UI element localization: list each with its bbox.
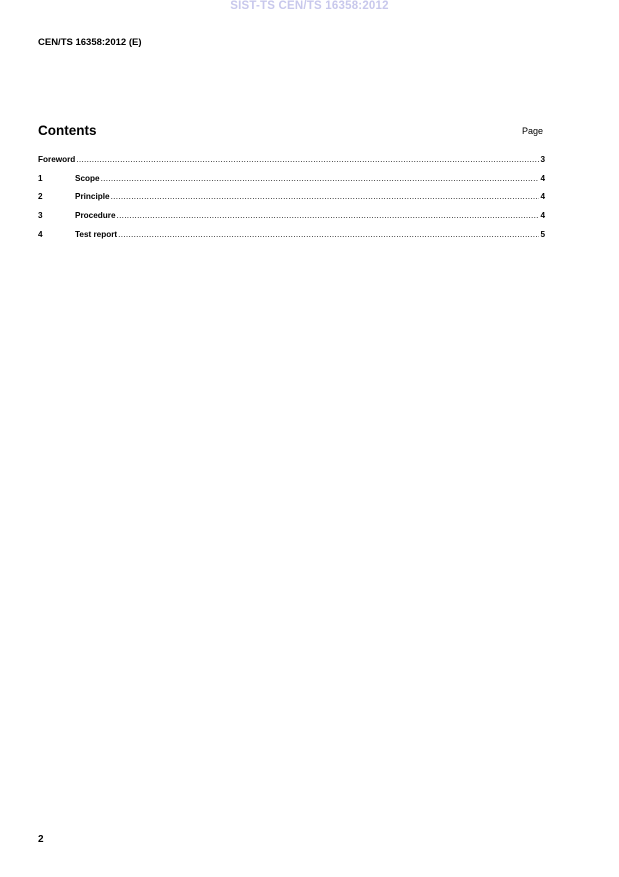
table-of-contents (38, 155, 545, 248)
dot-leader (111, 192, 540, 201)
toc-entry-title[interactable]: Test report (75, 229, 118, 239)
document-id-header: CEN/TS 16358:2012 (E) (38, 37, 142, 48)
dot-leader (118, 230, 539, 239)
dot-leader (76, 155, 539, 164)
page-column-label: Page (522, 126, 544, 136)
toc-entry-page: 4 (540, 173, 545, 183)
toc-entry-page: 4 (540, 192, 545, 202)
toc-entry-number: 4 (38, 229, 43, 239)
toc-entry-title[interactable]: Foreword (38, 155, 76, 164)
toc-entry-test-report[interactable] (38, 230, 545, 249)
toc-entry-page: 3 (540, 155, 545, 164)
toc-entry-procedure[interactable] (38, 211, 545, 230)
toc-entry-page: 4 (540, 211, 545, 221)
toc-entry-page: 5 (540, 229, 545, 239)
toc-entry-number: 3 (38, 211, 43, 221)
toc-entry-foreword[interactable] (38, 155, 545, 174)
toc-entry-title[interactable]: Procedure (75, 211, 116, 221)
watermark: SIST-TS CEN/TS 16358:2012 (230, 0, 389, 12)
toc-entry-principle[interactable] (38, 192, 545, 211)
toc-entry-scope[interactable] (38, 174, 545, 193)
toc-entry-number: 2 (38, 192, 43, 202)
dot-leader (117, 211, 540, 220)
page-number: 2 (38, 834, 44, 845)
toc-entry-title[interactable]: Scope (75, 173, 100, 183)
dot-leader (101, 174, 540, 183)
toc-entry-title[interactable]: Principle (75, 192, 110, 202)
toc-entry-number: 1 (38, 173, 43, 183)
contents-heading: Contents (38, 123, 97, 138)
